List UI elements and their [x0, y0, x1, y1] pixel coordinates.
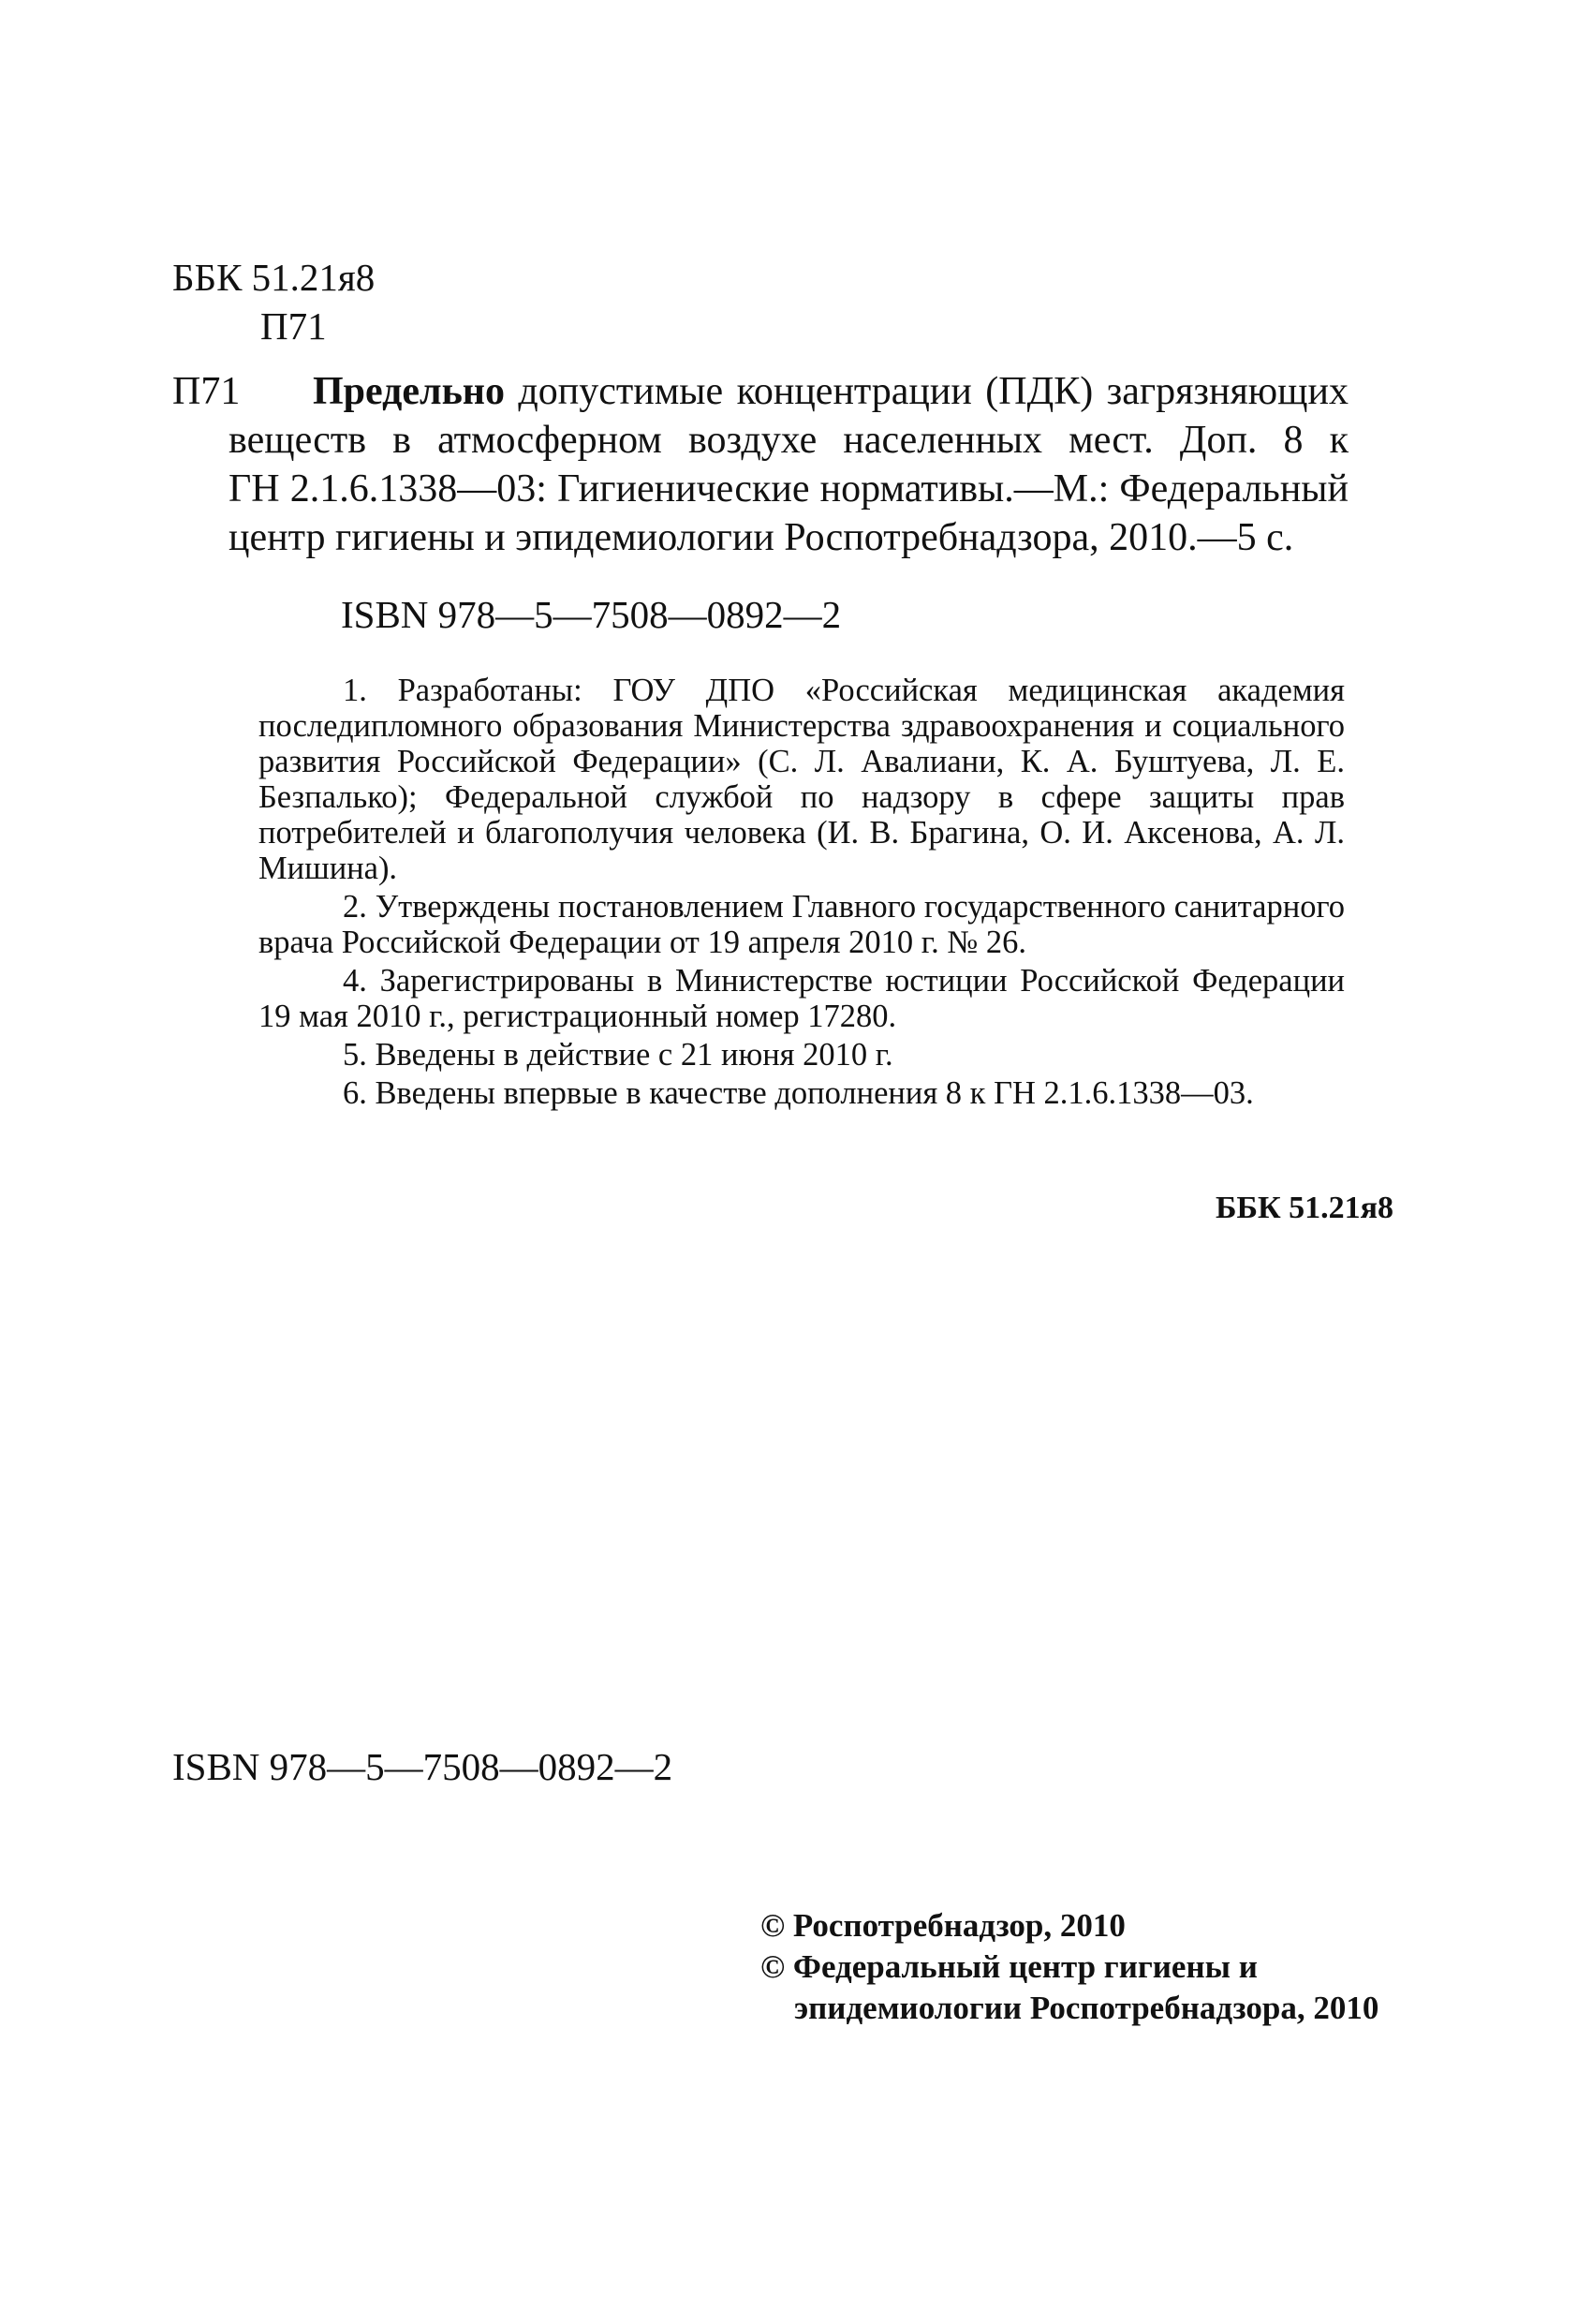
record-line1-rest: допустимые концентрации (ПДК) загрязняющих [518, 370, 1349, 413]
note-effective: 5. Введены в действие с 21 июня 2010 г. [343, 1037, 893, 1073]
copyright-block [760, 1905, 1378, 2029]
record-title-bold: Предельно [313, 370, 505, 413]
record-line2: веществ в атмосферном воздухе населенных мест. Доп. 8 к [228, 419, 1349, 462]
note-approved: 2. Утверждены постановлением Главного государственного санитарного врача Российской Федерации от 19 апреля 2010 г. № 26. [258, 889, 1345, 960]
isbn-bottom: ISBN 978—5—7508—0892—2 [172, 1745, 673, 1788]
note-registered: 4. Зарегистрированы в Министерстве юстиции Российской Федерации 19 мая 2010 г., регистрационный номер 17280. [258, 963, 1345, 1034]
isbn-middle: ISBN 978—5—7508—0892—2 [341, 593, 842, 636]
copyright-line2: © Федеральный центр гигиены и [760, 1948, 1258, 1985]
bbk-code: ББК 51.21я8 [172, 256, 376, 299]
copyright-line1: © Роспотребнадзор, 2010 [760, 1907, 1126, 1944]
note-developed: 1. Разработаны: ГОУ ДПО «Российская медицинская академия последипломного образования Министерства здравоохранения и социального развития Российской Федерации» (С. Л. Авалиани, К. А. Буштуева, Л. Е. Безпалько); Федеральной службой по надзору в сфере защиты прав потребителей и благополучия человека (И. В. Брагина, О. И. Аксенова, А. Л. Мишина). [258, 673, 1345, 886]
bbk-bottom: ББК 51.21я8 [1215, 1191, 1393, 1225]
note-introduced: 6. Введены впервые в качестве дополнения 8 к ГН 2.1.6.1338—03. [343, 1075, 1254, 1111]
author-mark: П71 [260, 304, 327, 348]
record-first-line [172, 367, 1349, 416]
bibliographic-record [172, 367, 1349, 562]
copyright-line3: эпидемиологии Роспотребнадзора, 2010 [794, 1990, 1379, 2026]
record-line4: центр гигиены и эпидемиологии Роспотребнадзора, 2010.—5 с. [228, 516, 1294, 559]
record-code: П71 [172, 370, 241, 413]
record-body [172, 416, 1349, 562]
record-line3: ГН 2.1.6.1338—03: Гигиенические нормативы.—М.: Федеральный [228, 467, 1349, 511]
notes-section [258, 673, 1345, 1114]
bbk-header [172, 253, 375, 350]
